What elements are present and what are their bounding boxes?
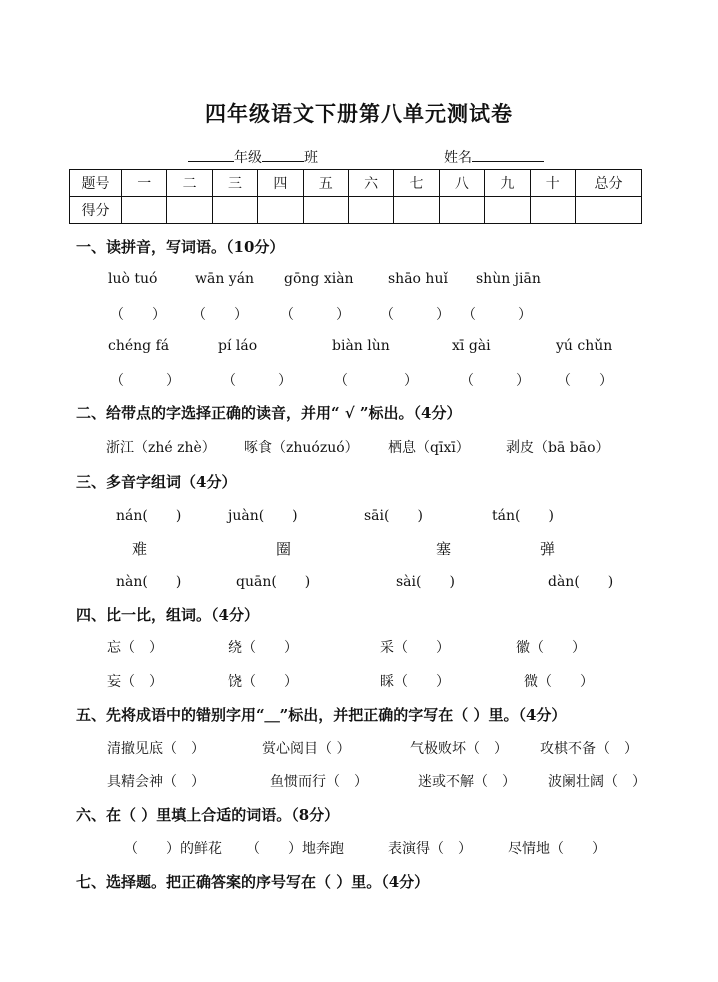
score-cell[interactable] — [122, 197, 167, 224]
polyphone-item[interactable]: sài( ) — [396, 574, 455, 590]
score-header-cell: 八 — [439, 170, 484, 197]
compare-item[interactable]: 妄（ ） — [107, 674, 163, 690]
class-label: 班 — [304, 150, 318, 166]
score-header-cell: 二 — [167, 170, 212, 197]
idiom-item[interactable]: 鱼惯而行（ ） — [270, 774, 368, 790]
score-header-cell: 五 — [303, 170, 348, 197]
compare-item[interactable]: 采（ ） — [380, 640, 450, 656]
idiom-item[interactable]: 具精会神（ ） — [107, 774, 205, 790]
reading-choice[interactable]: 剥皮（bā bāo） — [506, 440, 610, 456]
idiom-item[interactable]: 清撤见底（ ） — [107, 741, 205, 757]
section-4-heading: 四、比一比，组词。（4分） — [76, 606, 259, 624]
answer-blank[interactable]: （ ） — [462, 307, 532, 323]
answer-blank[interactable]: （ ） — [280, 307, 350, 323]
class-blank[interactable] — [262, 147, 304, 162]
polyphone-item[interactable]: tán( ) — [492, 508, 554, 524]
pinyin-item: xī gài — [452, 338, 491, 354]
score-header-cell: 题号 — [70, 170, 122, 197]
score-cell[interactable] — [394, 197, 439, 224]
fill-word-item[interactable]: （ ）地奔跑 — [246, 841, 344, 857]
idiom-item[interactable]: 迷或不解（ ） — [418, 774, 516, 790]
reading-choice[interactable]: 啄食（zhuózuó） — [244, 440, 359, 456]
page-title: 四年级语文下册第八单元测试卷 — [205, 101, 513, 126]
score-cell[interactable] — [348, 197, 393, 224]
pinyin-item: gōng xiàn — [284, 271, 354, 287]
polyphone-item[interactable]: nán( ) — [116, 508, 182, 524]
pinyin-item: shāo huǐ — [388, 271, 448, 287]
pinyin-item: shùn jiān — [476, 271, 541, 287]
pinyin-item: pí láo — [218, 338, 258, 354]
reading-choice[interactable]: 浙江（zhé zhè） — [106, 440, 216, 456]
idiom-item[interactable]: 攻棋不备（ ） — [540, 741, 638, 757]
score-value-row — [70, 197, 642, 224]
section-3-heading: 三、多音字组词（4分） — [76, 473, 237, 491]
polyphone-item[interactable]: dàn( ) — [548, 574, 614, 590]
score-cell[interactable] — [439, 197, 484, 224]
fill-word-item[interactable]: 尽情地（ ） — [508, 841, 606, 857]
compare-item[interactable]: 睬（ ） — [380, 674, 450, 690]
section-1-heading: 一、读拼音，写词语。（10分） — [76, 238, 285, 256]
polyphone-item[interactable]: sāi( ) — [364, 508, 423, 524]
grade-blank[interactable] — [188, 147, 234, 162]
name-line — [444, 147, 544, 167]
score-header-cell: 十 — [530, 170, 575, 197]
section-2-heading: 二、给带点的字选择正确的读音，并用“ √ ”标出。（4分） — [76, 404, 462, 422]
score-cell[interactable] — [485, 197, 530, 224]
score-cell[interactable] — [212, 197, 257, 224]
score-cell[interactable] — [167, 197, 212, 224]
idiom-item[interactable]: 赏心阅目（ ） — [262, 741, 351, 757]
polyphone-char: 圈 — [276, 540, 292, 558]
score-header-cell: 四 — [258, 170, 303, 197]
score-header-cell: 七 — [394, 170, 439, 197]
section-7-heading: 七、选择题。把正确答案的序号写在（ ）里。（4分） — [76, 873, 430, 891]
reading-choice[interactable]: 栖息（qīxī） — [388, 440, 470, 456]
compare-item[interactable]: 微（ ） — [524, 674, 594, 690]
score-header-cell: 九 — [485, 170, 530, 197]
score-cell[interactable] — [576, 197, 642, 224]
pinyin-item: yú chǔn — [556, 338, 613, 354]
score-header-row — [70, 170, 642, 197]
pinyin-item: biàn lùn — [332, 338, 390, 354]
answer-blank[interactable]: （ ） — [380, 307, 450, 323]
score-header-cell: 六 — [348, 170, 393, 197]
name-blank[interactable] — [472, 147, 544, 162]
fill-word-item[interactable]: 表演得（ ） — [388, 841, 472, 857]
score-header-cell: 总分 — [576, 170, 642, 197]
score-cell[interactable] — [303, 197, 348, 224]
score-row-label: 得分 — [70, 197, 122, 224]
pinyin-item: wān yán — [195, 271, 255, 287]
polyphone-char: 塞 — [436, 540, 452, 558]
polyphone-char: 难 — [132, 540, 148, 558]
polyphone-item[interactable]: nàn( ) — [116, 574, 182, 590]
compare-item[interactable]: 忘（ ） — [107, 640, 163, 656]
answer-blank[interactable]: （ ） — [222, 373, 292, 389]
answer-blank[interactable]: （ ） — [557, 373, 613, 389]
pinyin-item: luò tuó — [108, 271, 158, 287]
idiom-item[interactable]: 波阑壮阔（ ） — [548, 774, 646, 790]
answer-blank[interactable]: （ ） — [192, 307, 248, 323]
answer-blank[interactable]: （ ） — [110, 307, 166, 323]
answer-blank[interactable]: （ ） — [110, 373, 180, 389]
grade-class-line — [188, 147, 318, 167]
compare-item[interactable]: 饶（ ） — [228, 674, 298, 690]
score-table — [69, 169, 642, 224]
polyphone-char: 弹 — [540, 540, 556, 558]
name-label: 姓名 — [444, 150, 472, 166]
compare-item[interactable]: 绕（ ） — [228, 640, 298, 656]
fill-word-item[interactable]: （ ）的鲜花 — [124, 841, 222, 857]
compare-item[interactable]: 徽（ ） — [516, 640, 586, 656]
idiom-item[interactable]: 气极败坏（ ） — [410, 741, 508, 757]
answer-blank[interactable]: （ ） — [460, 373, 530, 389]
score-cell[interactable] — [258, 197, 303, 224]
score-header-cell: 三 — [212, 170, 257, 197]
score-cell[interactable] — [530, 197, 575, 224]
grade-label: 年级 — [234, 150, 262, 166]
polyphone-item[interactable]: juàn( ) — [228, 508, 298, 524]
polyphone-item[interactable]: quān( ) — [236, 574, 311, 590]
pinyin-item: chéng fá — [108, 338, 170, 354]
answer-blank[interactable]: （ ） — [334, 373, 418, 389]
score-header-cell: 一 — [122, 170, 167, 197]
section-5-heading: 五、先将成语中的错别字用“＿”标出，并把正确的字写在（ ）里。（4分） — [76, 706, 567, 724]
section-6-heading: 六、在（ ）里填上合适的词语。（8分） — [76, 806, 340, 824]
